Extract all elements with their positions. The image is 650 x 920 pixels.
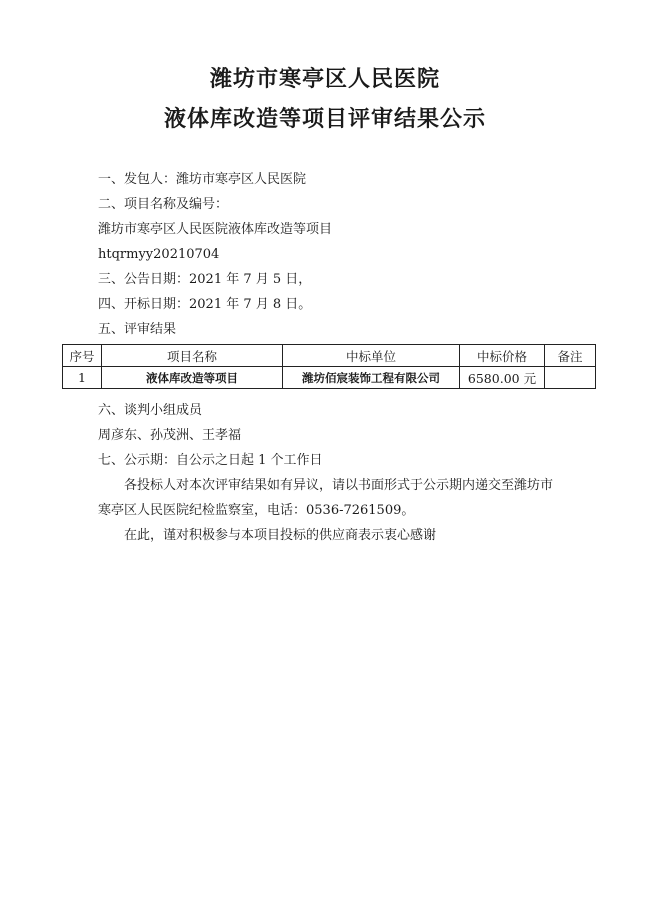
- objection-line-1: 各投标人对本次评审结果如有异议，请以书面形式于公示期内递交至潍坊市: [124, 478, 554, 493]
- cell-winner: 潍坊佰宸装饰工程有限公司: [283, 367, 460, 389]
- announce-date-line: 三、公告日期：2021 年 7 月 5 日，: [98, 272, 312, 287]
- header-note: 备注: [545, 345, 596, 367]
- cell-price: 6580.00 元: [460, 367, 545, 389]
- result-label-line: 五、评审结果: [98, 322, 177, 337]
- project-code-line: htqrmyy20210704: [98, 247, 220, 262]
- table-header-row: [63, 345, 596, 367]
- page-title-line-2: 液体库改造等项目评审结果公示: [163, 107, 486, 132]
- issuer-line: 一、发包人：潍坊市寒亭区人民医院: [98, 172, 307, 187]
- period-line: 七、公示期：自公示之日起 1 个工作日: [98, 453, 323, 468]
- page-title-line-1: 潍坊市寒亭区人民医院: [209, 67, 440, 92]
- project-label-line: 二、项目名称及编号：: [98, 197, 229, 212]
- panel-members-line: 周彦东、孙茂洲、王孝福: [98, 428, 242, 443]
- cell-note: [545, 367, 596, 389]
- objection-line-2: 寒亭区人民医院纪检监察室，电话：0536-7261509。: [98, 503, 415, 518]
- project-name-line: 潍坊市寒亭区人民医院液体库改造等项目: [98, 222, 333, 237]
- cell-seq: 1: [63, 367, 102, 389]
- header-seq: 序号: [63, 345, 102, 367]
- thanks-line: 在此，谨对积极参与本项目投标的供应商表示衷心感谢: [124, 528, 437, 543]
- result-table: [62, 344, 596, 389]
- cell-project: 液体库改造等项目: [102, 367, 283, 389]
- header-price: 中标价格: [460, 345, 545, 367]
- table-row: [63, 367, 596, 389]
- header-project: 项目名称: [102, 345, 283, 367]
- header-winner: 中标单位: [283, 345, 460, 367]
- open-date-line: 四、开标日期：2021 年 7 月 8 日。: [98, 297, 312, 312]
- panel-label-line: 六、谈判小组成员: [98, 403, 203, 418]
